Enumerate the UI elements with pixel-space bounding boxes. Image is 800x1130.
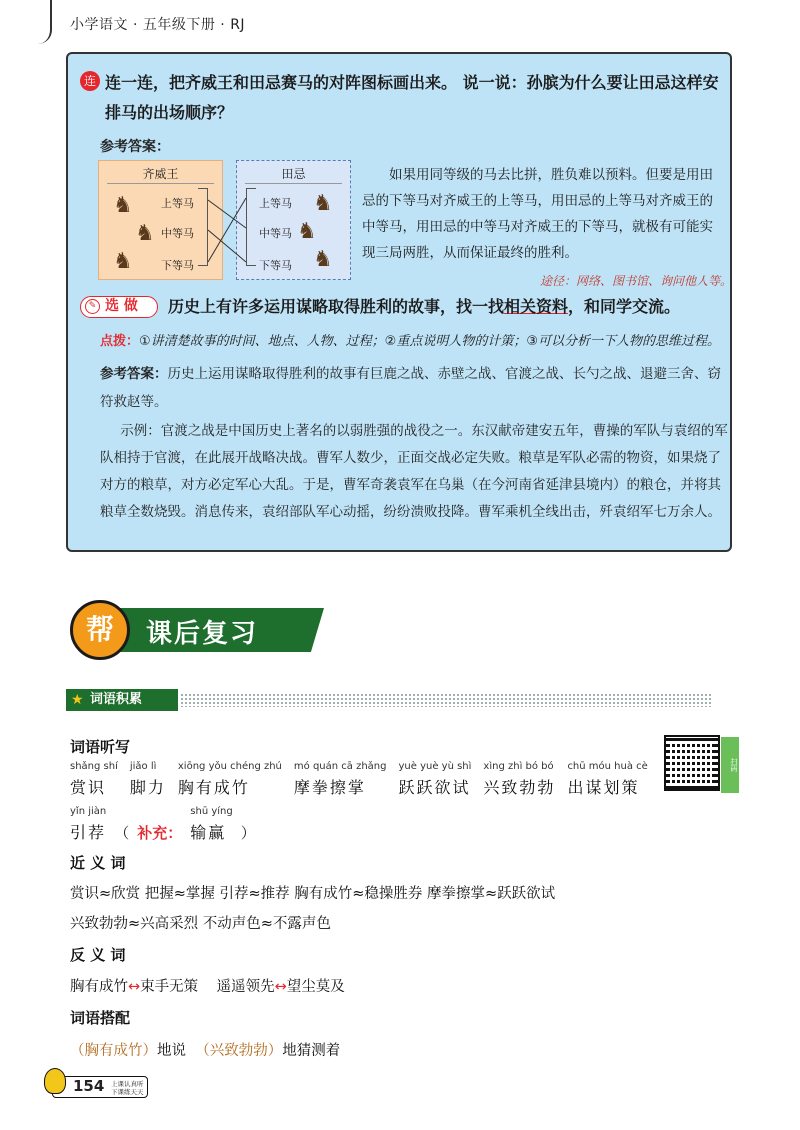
- synonym-line-2: 兴致勃勃≈兴高采烈 不动声色≈不露声色: [70, 916, 331, 932]
- answer-paragraph: 如果用同等级的马去比拼，胜负难以预料。但要是用田忌的下等马对齐威王的上等马，用田忌的上等马对齐威王的中等马，用田忌的中等马对齐威王的下等马，就极有可能实现三局两胜，从而保证最终的胜利。: [362, 167, 713, 261]
- horse-icon: ♞: [113, 249, 133, 274]
- pinyin: jiǎo lì: [129, 761, 157, 772]
- hanzi: 兴致勃勃: [483, 778, 556, 797]
- horse-icon: ♞: [135, 221, 155, 246]
- listen-title: 词语听写: [70, 738, 131, 756]
- arrow-icon: ↔: [274, 979, 287, 995]
- slogan-line-2: 下课练天天: [111, 1088, 144, 1096]
- paren: ）: [267, 1043, 283, 1059]
- supplement-label: 补充：: [137, 824, 183, 842]
- question-text: 连一连，把齐威王和田忌赛马的对阵图标画出来。 说一说：孙膑为什么要让田忌这样安排马的出场顺序？: [105, 73, 719, 122]
- page-footer: [52, 1076, 148, 1098]
- antonym-title: 反 义 词: [70, 946, 126, 964]
- hanzi: 脚力: [129, 778, 166, 797]
- collocation-word-1: 胸有成竹: [84, 1043, 143, 1059]
- collocation-word-2: 兴致勃勃: [209, 1043, 268, 1059]
- collocation-line: [70, 1039, 340, 1060]
- pinyin: mó quán cā zhǎng: [293, 761, 387, 772]
- pinyin: shǎng shí: [70, 761, 118, 772]
- hanzi: 赏识: [70, 778, 107, 797]
- diagram-right-label-low: 下等马: [259, 259, 292, 272]
- horse-icon: ♞: [113, 193, 133, 218]
- pinyin: xiōng yǒu chéng zhú: [177, 761, 282, 772]
- antonym-b1: 束手无策: [140, 979, 199, 995]
- horse-icon: ♞: [313, 247, 333, 272]
- hint-label: 点拨：: [100, 334, 140, 349]
- qr-tag: 扫码: [721, 737, 739, 793]
- word-item: [483, 761, 555, 798]
- elective-task-part1: 历史上有许多运用谋略取得胜利的故事，找一找: [168, 297, 505, 316]
- reference-text: 历史上运用谋略取得胜利的故事有巨鹿之战、赤壁之战、官渡之战、长勺之战、退避三舍、窃符救赵等。: [100, 366, 721, 410]
- page-slogan: [111, 1080, 144, 1096]
- reference-label: 参考答案：: [100, 366, 168, 382]
- antonym-a1: 胸有成竹: [70, 979, 128, 995]
- pinyin: shū yíng: [190, 806, 233, 817]
- elective-task-part2: ，和同学交流。: [568, 297, 681, 316]
- sub-section-banner: [66, 689, 178, 711]
- star-icon: ★: [71, 692, 84, 708]
- hint-text: ①讲清楚故事的时间、地点、人物、过程；②重点说明人物的计策；③可以分析一下人物的思维过程。: [139, 334, 720, 349]
- hint-line: [100, 330, 730, 349]
- collocation-tail-2: 地猜测着: [282, 1043, 341, 1059]
- listen-words-row2: [70, 806, 256, 843]
- diagram-right-title: 田忌: [281, 167, 306, 181]
- example-paragraph: 示例：官渡之战是中国历史上著名的以弱胜强的战役之一。东汉献帝建安五年，曹操的军队与袁绍的军队相持于官渡，在此展开战略决战。曹军人数少，正面交战必定失败。粮草是军队必需的物资，如果烧了对方的粮草，对方必定军心大乱。于是，曹军奇袭袁军在乌巢（在今河南省延津县境内）的粮仓，并将其粮草全数烧毁。消息传来，袁绍部队军心动摇，纷纷溃败投降。曹军乘机全线出击，歼袁绍军七万余人。: [100, 423, 728, 520]
- word-item: [130, 761, 166, 798]
- slogan-line-1: 上课认真听: [111, 1080, 144, 1088]
- diagram-left-bracket: [198, 188, 208, 266]
- hanzi: 出谋划策: [567, 778, 640, 797]
- diagram-left-label-top: 上等马: [161, 197, 194, 210]
- word-item: [294, 761, 387, 798]
- mascot-icon: [44, 1068, 66, 1094]
- antonym-a2: 遥遥领先: [216, 979, 275, 995]
- qr-code-icon[interactable]: [664, 735, 720, 791]
- diagram-right-label-top: 上等马: [259, 197, 292, 210]
- paren-open: （: [114, 824, 130, 842]
- listen-words-row: [70, 761, 648, 798]
- diagram-right-bracket: [246, 188, 256, 266]
- answer-label: 参考答案：: [100, 139, 170, 155]
- word-item: [70, 761, 118, 798]
- word-item: [398, 761, 471, 798]
- paren: （: [195, 1043, 210, 1059]
- elective-task: [168, 294, 680, 317]
- diagram-left-label-low: 下等马: [161, 259, 194, 272]
- paren-close: ）: [240, 824, 256, 842]
- collocation-title: 词语搭配: [70, 1009, 131, 1027]
- word-item: [567, 761, 647, 798]
- antonym-b2: 望尘莫及: [286, 979, 345, 995]
- word-item: [70, 806, 106, 843]
- lianyilian-icon: 连: [80, 71, 100, 91]
- collocation-tail-1: 地说: [157, 1043, 186, 1059]
- antonym-line: [70, 975, 345, 996]
- running-head: 小学语文 · 五年级下册 · RJ: [70, 17, 246, 33]
- horse-icon: ♞: [297, 219, 317, 244]
- arrow-icon: ↔: [128, 979, 141, 995]
- hanzi: 跃跃欲试: [398, 778, 471, 797]
- diagram-left-label-mid: 中等马: [161, 227, 194, 240]
- diagram-left-title: 齐威王: [142, 167, 179, 181]
- page-corner-tab: [0, 0, 52, 44]
- sub-section-title: 词语积累: [90, 692, 143, 707]
- synonym-title: 近 义 词: [70, 854, 126, 872]
- section-banner: [66, 598, 324, 662]
- paren: ）: [142, 1043, 157, 1059]
- pinyin: yuè yuè yù shì: [398, 761, 472, 772]
- word-item: [178, 761, 282, 798]
- section-title: 课后复习: [146, 619, 259, 649]
- hanzi: 胸有成竹: [177, 778, 250, 797]
- paren: （: [70, 1043, 85, 1059]
- dotted-rule: [180, 693, 712, 707]
- elective-badge: [80, 296, 158, 318]
- word-item: [190, 806, 232, 843]
- hanzi: 引荐: [70, 823, 107, 842]
- path-note: 途径：网络、图书馆、询问他人等。: [540, 274, 733, 288]
- hanzi: 摩拳擦掌: [293, 778, 366, 797]
- diagram-left-divider: [107, 183, 214, 184]
- pinyin: xìng zhì bó bó: [483, 761, 554, 772]
- elective-task-underlined: 相关资料: [504, 297, 569, 316]
- elective-badge-label: 选 做: [105, 298, 138, 314]
- pinyin: chū móu huà cè: [567, 761, 648, 772]
- elective-icon: ✎: [85, 299, 100, 314]
- horse-icon: ♞: [313, 191, 333, 216]
- pinyin: yǐn jiàn: [70, 806, 107, 817]
- diagram-right-label-mid: 中等马: [259, 227, 292, 240]
- qr-pattern: [670, 741, 714, 785]
- page-number: 154: [73, 1077, 105, 1095]
- synonym-line-1: 赏识≈欣赏 把握≈掌握 引荐≈推荐 胸有成竹≈稳操胜券 摩拳擦掌≈跃跃欲试: [70, 886, 556, 902]
- reference-answer: [100, 360, 730, 416]
- banner-circle: 帮: [70, 600, 130, 660]
- diagram-right-divider: [245, 183, 342, 184]
- hanzi: 输赢: [190, 823, 227, 842]
